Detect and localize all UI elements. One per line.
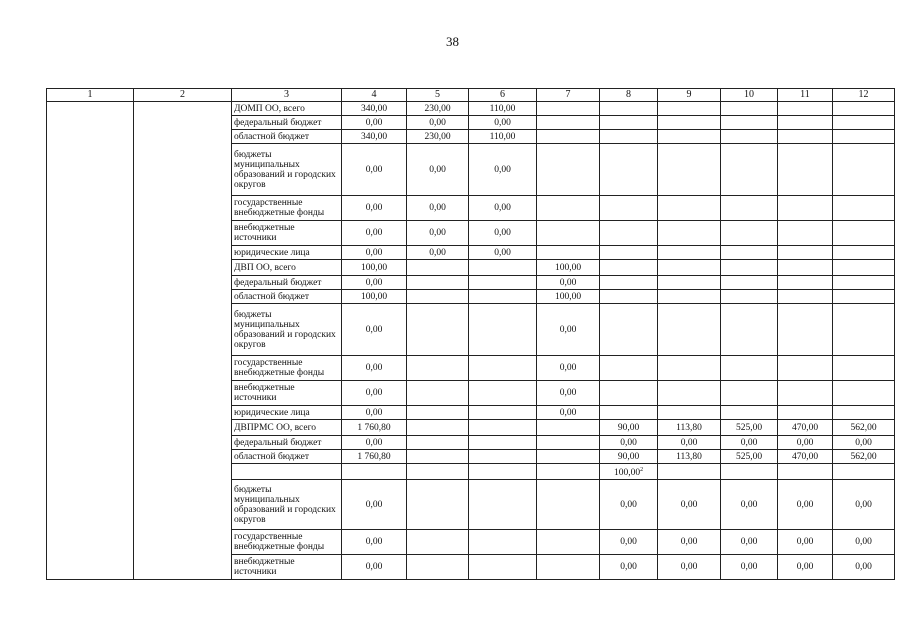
value-cell: [833, 246, 895, 260]
value-cell: [721, 246, 778, 260]
value-cell: 470,00: [778, 450, 833, 464]
col-header-5: 5: [407, 89, 469, 102]
value-cell: [658, 221, 721, 246]
row-label: [232, 464, 342, 480]
value-cell: 0,00: [537, 276, 600, 290]
value-cell: [721, 102, 778, 116]
value-cell: [407, 480, 469, 530]
value-cell: [778, 356, 833, 381]
row-label: государственные внебюджетные фонды: [232, 530, 342, 555]
value-cell: [469, 356, 537, 381]
row-label: областной бюджет: [232, 290, 342, 304]
value-text: 100,00: [613, 468, 641, 479]
value-cell: [658, 116, 721, 130]
value-cell: [537, 144, 600, 196]
value-cell: 230,00: [407, 102, 469, 116]
value-cell: [469, 260, 537, 276]
value-cell: [658, 381, 721, 406]
row-label: внебюджетные источники: [232, 221, 342, 246]
value-cell: [778, 290, 833, 304]
value-cell: 1 760,80: [342, 450, 407, 464]
value-cell: [833, 276, 895, 290]
value-cell: [407, 436, 469, 450]
value-cell: 100,00: [342, 260, 407, 276]
value-cell: 100,00: [537, 260, 600, 276]
value-cell: 0,00: [342, 246, 407, 260]
value-cell: [600, 144, 658, 196]
value-cell: [600, 381, 658, 406]
value-cell: [407, 356, 469, 381]
value-cell: [469, 530, 537, 555]
value-cell: 0,00: [721, 555, 778, 580]
value-cell: [469, 555, 537, 580]
value-cell: [658, 276, 721, 290]
value-cell: [778, 196, 833, 221]
row-label: внебюджетные источники: [232, 381, 342, 406]
row-label: федеральный бюджет: [232, 116, 342, 130]
value-cell: [833, 102, 895, 116]
value-cell: 0,00: [833, 436, 895, 450]
row-label: юридические лица: [232, 246, 342, 260]
value-cell: 0,00: [537, 356, 600, 381]
value-cell: 0,00: [600, 555, 658, 580]
value-cell: [469, 464, 537, 480]
value-cell: [537, 420, 600, 436]
value-cell: [833, 144, 895, 196]
value-cell: 525,00: [721, 420, 778, 436]
value-cell: 0,00: [721, 530, 778, 555]
value-cell: 0,00: [342, 304, 407, 356]
value-cell: [658, 356, 721, 381]
row-label: ДВПРМС ОО, всего: [232, 420, 342, 436]
col-header-4: 4: [342, 89, 407, 102]
value-cell: 0,00: [342, 406, 407, 420]
value-cell: 100,00: [537, 290, 600, 304]
value-cell: 525,00: [721, 450, 778, 464]
value-cell: [778, 144, 833, 196]
value-cell: [833, 290, 895, 304]
value-cell: [833, 221, 895, 246]
value-cell: [600, 260, 658, 276]
col-header-12: 12: [833, 89, 895, 102]
value-cell: [778, 221, 833, 246]
value-cell: [778, 304, 833, 356]
value-cell: [658, 130, 721, 144]
value-cell: [833, 464, 895, 480]
value-cell: [833, 196, 895, 221]
row-label: государственные внебюджетные фонды: [232, 356, 342, 381]
value-cell: 0,00: [833, 530, 895, 555]
value-cell: [721, 144, 778, 196]
value-cell: 0,00: [600, 436, 658, 450]
value-cell: [721, 221, 778, 246]
value-cell: 562,00: [833, 420, 895, 436]
value-cell: [778, 406, 833, 420]
value-cell: [658, 246, 721, 260]
value-cell: [658, 144, 721, 196]
value-cell: [721, 196, 778, 221]
value-cell: [658, 260, 721, 276]
value-cell: [407, 260, 469, 276]
page-number: 38: [446, 34, 459, 49]
col-header-11: 11: [778, 89, 833, 102]
col-header-3: 3: [232, 89, 342, 102]
value-cell: [407, 420, 469, 436]
value-cell: 110,00: [469, 130, 537, 144]
row-label: ДОМП ОО, всего: [232, 102, 342, 116]
value-cell: [658, 406, 721, 420]
value-cell: [721, 260, 778, 276]
value-cell: 0,00: [469, 246, 537, 260]
value-cell: [600, 130, 658, 144]
footnote-marker: 2: [640, 466, 644, 473]
value-cell: [778, 116, 833, 130]
value-cell: [407, 464, 469, 480]
value-cell: 0,00: [833, 480, 895, 530]
value-cell: [600, 196, 658, 221]
value-cell: [721, 276, 778, 290]
budget-table: [46, 88, 895, 580]
value-cell: [658, 102, 721, 116]
value-cell: [658, 304, 721, 356]
value-cell: 0,00: [407, 221, 469, 246]
col-header-10: 10: [721, 89, 778, 102]
value-cell: [469, 420, 537, 436]
value-cell: [600, 276, 658, 290]
value-cell: [537, 130, 600, 144]
value-cell: [658, 464, 721, 480]
value-cell: [469, 406, 537, 420]
column-2-cell: [134, 102, 232, 580]
value-cell: [407, 290, 469, 304]
value-cell: [721, 130, 778, 144]
value-cell: 0,00: [778, 480, 833, 530]
value-cell: [537, 464, 600, 480]
value-cell: [600, 304, 658, 356]
row-label: областной бюджет: [232, 450, 342, 464]
value-cell: [469, 436, 537, 450]
value-cell: 0,00: [342, 381, 407, 406]
value-cell: 0,00: [342, 276, 407, 290]
row-label: бюджеты муниципальных образований и городских округов: [232, 480, 342, 530]
value-cell: 0,00: [342, 436, 407, 450]
value-cell: [537, 480, 600, 530]
value-cell: 0,00: [721, 436, 778, 450]
col-header-7: 7: [537, 89, 600, 102]
value-cell: [778, 464, 833, 480]
value-cell: 0,00: [778, 436, 833, 450]
value-cell: [721, 304, 778, 356]
value-cell: [469, 381, 537, 406]
value-cell: [778, 102, 833, 116]
value-cell: 0,00: [342, 480, 407, 530]
value-cell: [407, 276, 469, 290]
value-cell: [833, 116, 895, 130]
value-cell: [600, 356, 658, 381]
row-label: ДВП ОО, всего: [232, 260, 342, 276]
value-cell: [658, 290, 721, 304]
row-label: бюджеты муниципальных образований и городских округов: [232, 144, 342, 196]
value-cell: 230,00: [407, 130, 469, 144]
value-cell: 0,00: [342, 555, 407, 580]
row-label: федеральный бюджет: [232, 436, 342, 450]
value-cell: 0,00: [342, 144, 407, 196]
value-cell: [537, 102, 600, 116]
value-cell: 110,00: [469, 102, 537, 116]
value-cell: [778, 276, 833, 290]
value-cell: [833, 260, 895, 276]
value-cell: 0,00: [778, 555, 833, 580]
value-cell: 470,00: [778, 420, 833, 436]
value-cell: 0,00: [600, 530, 658, 555]
value-cell: [600, 116, 658, 130]
value-cell: [537, 436, 600, 450]
value-cell: [537, 555, 600, 580]
value-cell: 0,00: [537, 304, 600, 356]
value-cell: [600, 221, 658, 246]
value-cell: [469, 276, 537, 290]
value-cell: [469, 304, 537, 356]
row-label: юридические лица: [232, 406, 342, 420]
value-cell: [469, 480, 537, 530]
col-header-9: 9: [658, 89, 721, 102]
value-cell: 1 760,80: [342, 420, 407, 436]
value-cell: 340,00: [342, 130, 407, 144]
value-cell: 0,00: [407, 246, 469, 260]
value-cell: [721, 464, 778, 480]
table-row: [47, 102, 895, 116]
value-cell: [721, 406, 778, 420]
value-cell: 0,00: [407, 196, 469, 221]
value-cell: [537, 530, 600, 555]
value-cell: [778, 246, 833, 260]
value-cell: 0,00: [833, 555, 895, 580]
row-label: внебюджетные источники: [232, 555, 342, 580]
value-cell: [407, 406, 469, 420]
value-cell: 0,00: [407, 116, 469, 130]
value-cell: [537, 196, 600, 221]
value-cell: 0,00: [342, 356, 407, 381]
value-cell: 0,00: [537, 406, 600, 420]
col-header-1: 1: [47, 89, 134, 102]
value-cell: [537, 450, 600, 464]
value-cell: [778, 130, 833, 144]
value-cell: 113,80: [658, 450, 721, 464]
value-cell: 0,00: [342, 221, 407, 246]
value-cell: [778, 381, 833, 406]
value-cell: [721, 356, 778, 381]
value-cell: 0,00: [469, 221, 537, 246]
value-cell: [833, 356, 895, 381]
value-cell: 0,00: [658, 436, 721, 450]
value-cell: [600, 290, 658, 304]
value-cell: [342, 464, 407, 480]
value-cell: [600, 102, 658, 116]
row-label: федеральный бюджет: [232, 276, 342, 290]
value-cell: 0,00: [469, 196, 537, 221]
value-cell: 100,00: [342, 290, 407, 304]
value-cell: 113,80: [658, 420, 721, 436]
value-cell: [537, 246, 600, 260]
value-cell: 0,00: [342, 116, 407, 130]
value-cell: 0,00: [721, 480, 778, 530]
value-cell: [833, 130, 895, 144]
value-cell: [600, 464, 658, 480]
value-cell: [407, 555, 469, 580]
value-cell: 0,00: [342, 530, 407, 555]
value-cell: 340,00: [342, 102, 407, 116]
value-cell: 0,00: [469, 144, 537, 196]
value-cell: 90,00: [600, 450, 658, 464]
value-cell: [721, 381, 778, 406]
value-cell: [407, 450, 469, 464]
value-cell: [721, 290, 778, 304]
value-cell: [833, 304, 895, 356]
value-cell: 0,00: [407, 144, 469, 196]
value-cell: [537, 221, 600, 246]
value-cell: 0,00: [600, 480, 658, 530]
value-cell: 0,00: [658, 480, 721, 530]
col-header-6: 6: [469, 89, 537, 102]
value-cell: [833, 406, 895, 420]
value-cell: [407, 304, 469, 356]
value-cell: 0,00: [342, 196, 407, 221]
row-label: государственные внебюджетные фонды: [232, 196, 342, 221]
value-cell: [658, 196, 721, 221]
value-cell: 0,00: [469, 116, 537, 130]
row-label: бюджеты муниципальных образований и городских округов: [232, 304, 342, 356]
value-cell: [407, 381, 469, 406]
value-cell: [833, 381, 895, 406]
value-cell: [469, 290, 537, 304]
value-cell: 0,00: [537, 381, 600, 406]
header-row: [47, 89, 895, 102]
row-label: областной бюджет: [232, 130, 342, 144]
value-cell: [469, 450, 537, 464]
value-cell: [407, 530, 469, 555]
value-cell: 0,00: [778, 530, 833, 555]
value-cell: [600, 406, 658, 420]
col-header-8: 8: [600, 89, 658, 102]
value-cell: [600, 246, 658, 260]
value-cell: [778, 260, 833, 276]
value-cell: [721, 116, 778, 130]
column-1-cell: [47, 102, 134, 580]
col-header-2: 2: [134, 89, 232, 102]
value-cell: 90,00: [600, 420, 658, 436]
value-cell: 0,00: [658, 555, 721, 580]
value-cell: 0,00: [658, 530, 721, 555]
value-cell: [537, 116, 600, 130]
value-cell: 562,00: [833, 450, 895, 464]
